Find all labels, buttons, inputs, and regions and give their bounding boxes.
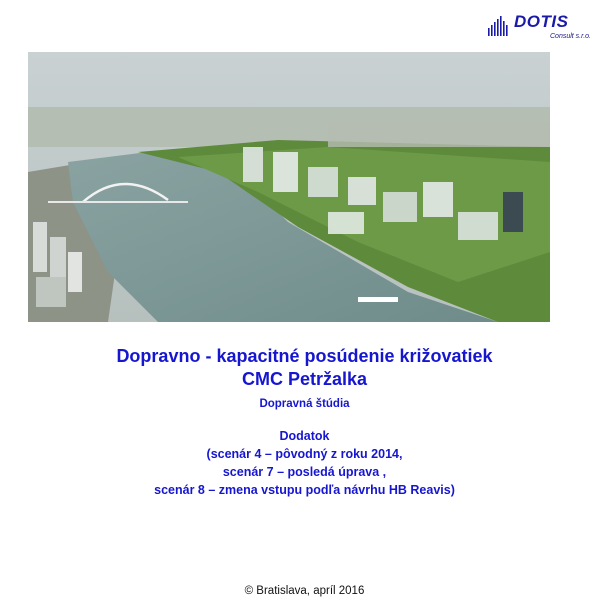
company-logo [488,6,600,42]
addendum-line-3: scenár 8 – zmena vstupu podľa návrhu HB Reavis) [154,483,455,497]
city-aerial-photo [28,52,550,322]
footer-place-date: © Bratislava, apríl 2016 [244,584,365,597]
logo-subtitle: Consult s.r.o. [550,33,591,40]
document-subtitle: Dopravná štúdia [259,398,350,410]
bar-chart-logo-icon [488,16,510,36]
aerial-photo-icon [28,52,550,322]
logo-wordmark: DOTIS [514,12,569,31]
addendum-line-1: (scenár 4 – pôvodný z roku 2014, [206,447,403,461]
document-title-project: CMC Petržalka [241,369,368,389]
addendum-line-2: scenár 7 – posledá úprava , [222,465,387,479]
document-title: Dopravno - kapacitné posúdenie križovatiek [116,346,493,366]
addendum-heading: Dodatok [279,429,330,443]
